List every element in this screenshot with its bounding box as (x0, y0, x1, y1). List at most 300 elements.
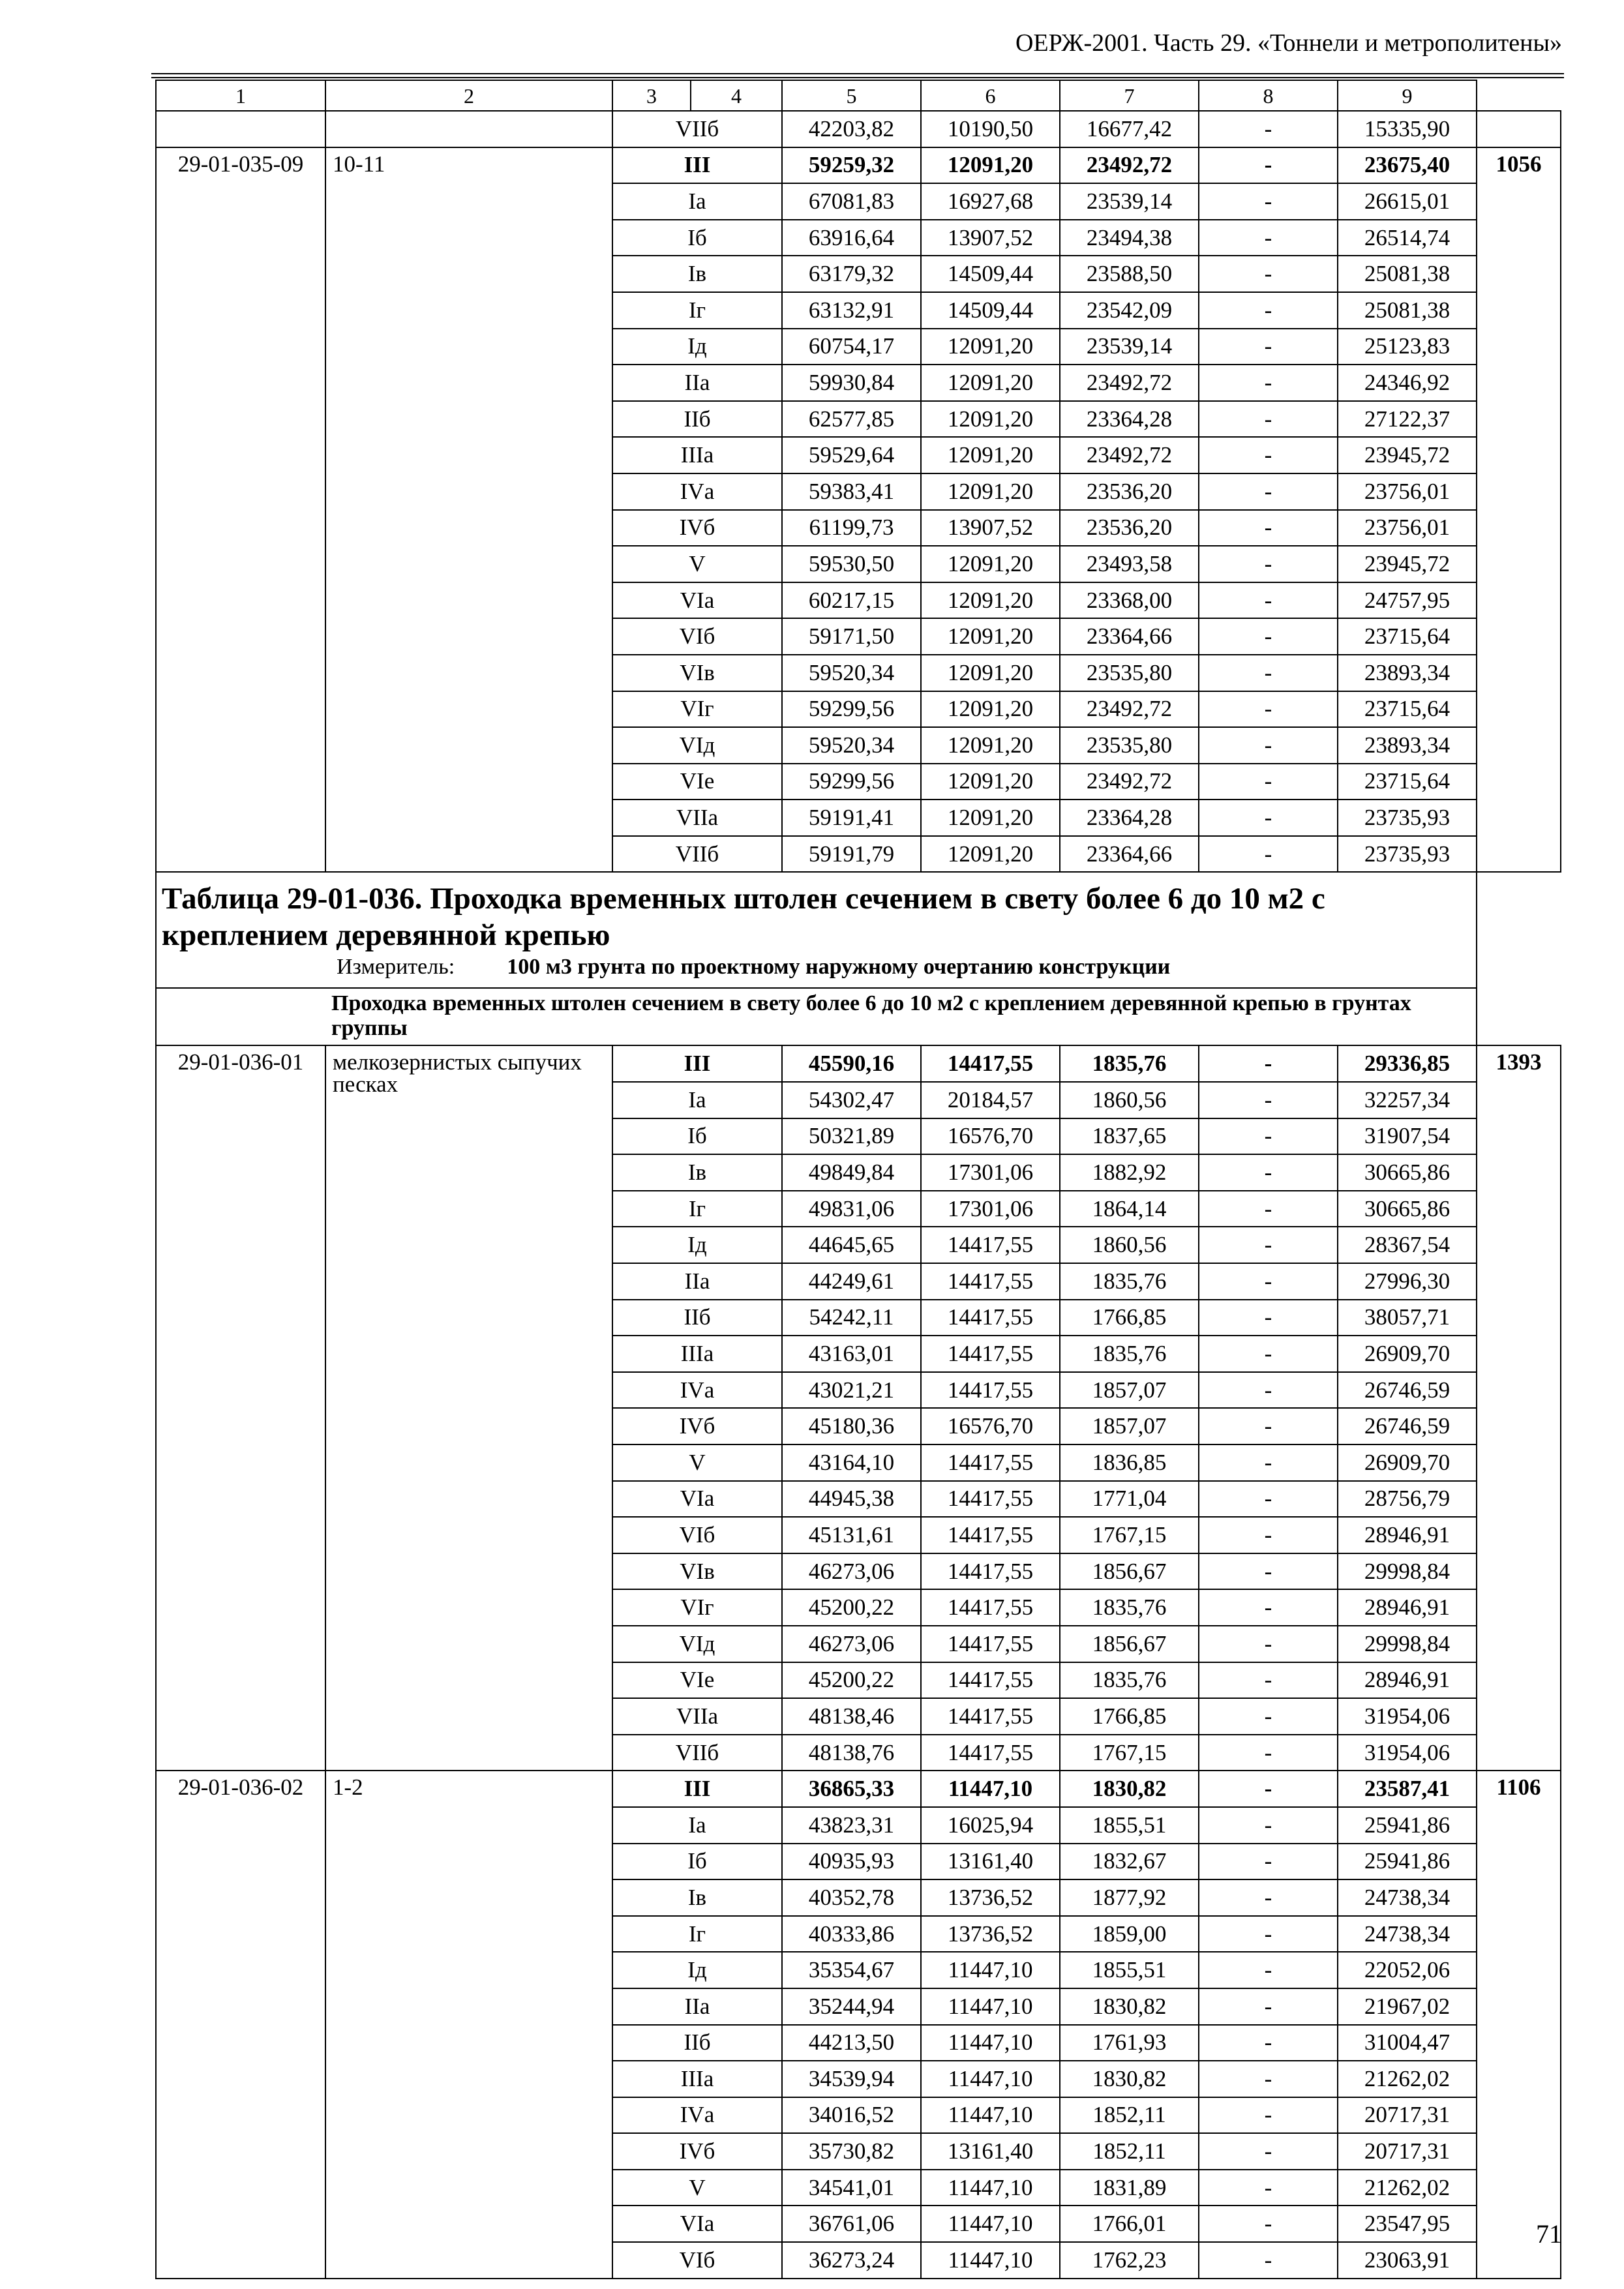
value-cell: 31954,06 (1338, 1698, 1477, 1735)
group-label-cell: Iг (612, 1191, 782, 1227)
value-cell: 1835,76 (1060, 1045, 1199, 1082)
value-cell: 23536,20 (1060, 510, 1199, 546)
value-cell: 25123,83 (1338, 329, 1477, 365)
group-label-cell: Iв (612, 1879, 782, 1916)
value-cell: 10190,50 (921, 111, 1060, 147)
value-cell: 59930,84 (782, 365, 921, 401)
group-label-cell: Iа (612, 1082, 782, 1118)
value-cell: 36273,24 (782, 2242, 921, 2279)
value-cell: 25941,86 (1338, 1844, 1477, 1880)
column-number: 7 (1060, 80, 1199, 111)
value-cell: 67081,83 (782, 183, 921, 220)
subheader: Проходка временных штолен сечением в свету более 6 до 10 м2 с креплением деревянной крепью в грунтах группы (156, 988, 1477, 1045)
value-cell: 45200,22 (782, 1662, 921, 1699)
value-cell: 49831,06 (782, 1191, 921, 1227)
column-number: 8 (1199, 80, 1338, 111)
value-cell: 23492,72 (1060, 365, 1199, 401)
value-cell: 26746,59 (1338, 1372, 1477, 1409)
group-label-cell: VIе (612, 764, 782, 800)
value-cell: 23492,72 (1060, 764, 1199, 800)
value-cell: 45131,61 (782, 1517, 921, 1553)
value-cell: 23675,40 (1338, 147, 1477, 184)
value-cell: - (1199, 1988, 1338, 2025)
value-cell: - (1199, 1372, 1338, 1409)
value-cell: 60754,17 (782, 329, 921, 365)
value-cell: 23493,58 (1060, 546, 1199, 582)
value-cell: - (1199, 1553, 1338, 1590)
value-cell: 30665,86 (1338, 1191, 1477, 1227)
value-cell: 40935,93 (782, 1844, 921, 1880)
value-cell: 23535,80 (1060, 727, 1199, 764)
value-cell: 26746,59 (1338, 1408, 1477, 1444)
value-cell: 14417,55 (921, 1263, 1060, 1300)
value-cell: - (1199, 836, 1338, 873)
value-cell: 1860,56 (1060, 1227, 1199, 1263)
group-label-cell: Iб (612, 1844, 782, 1880)
value-cell: 24738,34 (1338, 1916, 1477, 1952)
value-cell: 26514,74 (1338, 220, 1477, 256)
value-cell: 15335,90 (1338, 111, 1477, 147)
group-label-cell: III (612, 1045, 782, 1082)
value-cell: - (1199, 1118, 1338, 1155)
group-label-cell: Iд (612, 1952, 782, 1988)
value-cell: - (1199, 111, 1338, 147)
value-cell: 11447,10 (921, 1771, 1060, 1807)
value-cell: 23542,09 (1060, 292, 1199, 329)
meter-line (337, 953, 1471, 981)
value-cell: 43021,21 (782, 1372, 921, 1409)
value-cell: 35354,67 (782, 1952, 921, 1988)
value-cell: 50321,89 (782, 1118, 921, 1155)
value-cell: 59259,32 (782, 147, 921, 184)
value-cell: 1877,92 (1060, 1879, 1199, 1916)
value-cell: 14417,55 (921, 1444, 1060, 1481)
value-cell: 14417,55 (921, 1553, 1060, 1590)
group-label-cell: IIб (612, 1300, 782, 1336)
page-header: ОЕРЖ-2001. Часть 29. «Тоннели и метрополитены» (1015, 29, 1562, 57)
value-cell: 13736,52 (921, 1879, 1060, 1916)
rate-code: 29-01-036-02 (156, 1771, 325, 2278)
value-cell: 34016,52 (782, 2097, 921, 2134)
value-cell: 21262,02 (1338, 2170, 1477, 2206)
value-cell: 14417,55 (921, 1735, 1060, 1771)
value-cell: 23492,72 (1060, 147, 1199, 184)
rate-code: 29-01-035-09 (156, 147, 325, 873)
column-number: 6 (921, 80, 1060, 111)
value-cell: 42203,82 (782, 111, 921, 147)
value-cell: 31954,06 (1338, 1735, 1477, 1771)
value-cell: 36761,06 (782, 2206, 921, 2242)
value-cell: - (1199, 2170, 1338, 2206)
value-cell: - (1199, 546, 1338, 582)
value-cell: 25081,38 (1338, 292, 1477, 329)
value-cell: 31907,54 (1338, 1118, 1477, 1155)
value-cell: - (1199, 655, 1338, 691)
value-cell: 43163,01 (782, 1336, 921, 1372)
value-cell: 1836,85 (1060, 1444, 1199, 1481)
group-label-cell: V (612, 546, 782, 582)
value-cell: - (1199, 365, 1338, 401)
value-cell: 23364,28 (1060, 800, 1199, 836)
value-cell: 44213,50 (782, 2025, 921, 2061)
value-cell: 59191,41 (782, 800, 921, 836)
value-cell: - (1199, 1517, 1338, 1553)
group-label-cell: IVа (612, 2097, 782, 2134)
group-label-cell: Iа (612, 183, 782, 220)
value-cell: 29998,84 (1338, 1553, 1477, 1590)
value-cell: 23539,14 (1060, 183, 1199, 220)
value-cell: 28367,54 (1338, 1227, 1477, 1263)
value-cell: 14509,44 (921, 292, 1060, 329)
group-label-cell: IVб (612, 1408, 782, 1444)
value-cell: 11447,10 (921, 2025, 1060, 2061)
value-cell: 1852,11 (1060, 2097, 1199, 2134)
value-cell: 23893,34 (1338, 655, 1477, 691)
value-cell: 23539,14 (1060, 329, 1199, 365)
value-cell: 12091,20 (921, 764, 1060, 800)
value-cell: 49849,84 (782, 1154, 921, 1191)
value-cell: 12091,20 (921, 329, 1060, 365)
value-cell: 1766,01 (1060, 2206, 1199, 2242)
value-cell: 35244,94 (782, 1988, 921, 2025)
value-cell: 16576,70 (921, 1118, 1060, 1155)
value-cell: - (1199, 2025, 1338, 2061)
value-cell: 44249,61 (782, 1263, 921, 1300)
value-cell: 28946,91 (1338, 1517, 1477, 1553)
value-cell: - (1199, 401, 1338, 438)
value-cell: 12091,20 (921, 365, 1060, 401)
table-row (156, 147, 1561, 184)
value-cell: - (1199, 510, 1338, 546)
value-cell: 20717,31 (1338, 2097, 1477, 2134)
header-rule (151, 73, 1564, 74)
subheader-row (156, 988, 1561, 1045)
value-cell: 21262,02 (1338, 2061, 1477, 2097)
value-cell: 14417,55 (921, 1336, 1060, 1372)
value-cell: 12091,20 (921, 546, 1060, 582)
value-cell: - (1199, 1844, 1338, 1880)
value-cell: 59520,34 (782, 727, 921, 764)
value-cell: 1835,76 (1060, 1662, 1199, 1699)
value-cell: 32257,34 (1338, 1082, 1477, 1118)
group-label-cell: Iб (612, 1118, 782, 1155)
value-cell: 14417,55 (921, 1372, 1060, 1409)
value-cell: 38057,71 (1338, 1300, 1477, 1336)
table-row (156, 111, 1561, 147)
value-cell: 29998,84 (1338, 1626, 1477, 1662)
value-cell: 1831,89 (1060, 2170, 1199, 2206)
value-cell: 20717,31 (1338, 2133, 1477, 2170)
group-label-cell: V (612, 2170, 782, 2206)
value-cell: 26615,01 (1338, 183, 1477, 220)
value-cell: 23547,95 (1338, 2206, 1477, 2242)
value-cell: 1860,56 (1060, 1082, 1199, 1118)
rate-description: 10-11 (325, 147, 612, 873)
value-cell: 43164,10 (782, 1444, 921, 1481)
group-label-cell: IIIа (612, 437, 782, 473)
group-label-cell: Iд (612, 1227, 782, 1263)
value-cell: 59299,56 (782, 764, 921, 800)
col9-cell-empty (1477, 111, 1561, 147)
value-cell: 23492,72 (1060, 691, 1199, 728)
value-cell: 40333,86 (782, 1916, 921, 1952)
group-label-cell: VIб (612, 1517, 782, 1553)
value-cell: 1856,67 (1060, 1553, 1199, 1590)
group-label-cell: IVа (612, 473, 782, 510)
value-cell: - (1199, 1300, 1338, 1336)
value-cell: - (1199, 1879, 1338, 1916)
value-cell: 45590,16 (782, 1045, 921, 1082)
value-cell: 59520,34 (782, 655, 921, 691)
value-cell: 1852,11 (1060, 2133, 1199, 2170)
value-cell: 1857,07 (1060, 1408, 1199, 1444)
value-cell: 23893,34 (1338, 727, 1477, 764)
value-cell: 23715,64 (1338, 764, 1477, 800)
value-cell: 20184,57 (921, 1082, 1060, 1118)
value-cell: 14417,55 (921, 1698, 1060, 1735)
group-label-cell: IIIа (612, 1336, 782, 1372)
value-cell: 1835,76 (1060, 1336, 1199, 1372)
group-label-cell: VIд (612, 1626, 782, 1662)
value-cell: 23715,64 (1338, 618, 1477, 655)
value-cell: 63179,32 (782, 256, 921, 292)
value-cell: 11447,10 (921, 2097, 1060, 2134)
value-cell: 13907,52 (921, 220, 1060, 256)
value-cell: 23756,01 (1338, 473, 1477, 510)
value-cell: 23945,72 (1338, 437, 1477, 473)
value-cell: - (1199, 1082, 1338, 1118)
rate-description: мелкозернистых сыпучих песках (325, 1045, 612, 1771)
value-cell: 22052,06 (1338, 1952, 1477, 1988)
value-cell: 13161,40 (921, 1844, 1060, 1880)
group-label-cell: Iв (612, 256, 782, 292)
col9-value: 1106 (1477, 1771, 1561, 2278)
value-cell: 13907,52 (921, 510, 1060, 546)
value-cell: - (1199, 2097, 1338, 2134)
value-cell: - (1199, 1263, 1338, 1300)
value-cell: - (1199, 256, 1338, 292)
value-cell: 44945,38 (782, 1481, 921, 1518)
group-label-cell: VIг (612, 1589, 782, 1626)
value-cell: 26909,70 (1338, 1336, 1477, 1372)
value-cell: - (1199, 1662, 1338, 1699)
value-cell: 44645,65 (782, 1227, 921, 1263)
value-cell: - (1199, 618, 1338, 655)
value-cell: 1771,04 (1060, 1481, 1199, 1518)
value-cell: 23945,72 (1338, 546, 1477, 582)
value-cell: 25941,86 (1338, 1807, 1477, 1844)
value-cell: 23492,72 (1060, 437, 1199, 473)
col9-value: 1056 (1477, 147, 1561, 873)
value-cell: 34539,94 (782, 2061, 921, 2097)
value-cell: - (1199, 1444, 1338, 1481)
table-row (156, 1045, 1561, 1082)
value-cell: 34541,01 (782, 2170, 921, 2206)
rates-table (155, 80, 1561, 2279)
value-cell: 59529,64 (782, 437, 921, 473)
value-cell: 1761,93 (1060, 2025, 1199, 2061)
value-cell: 45200,22 (782, 1589, 921, 1626)
value-cell: 36865,33 (782, 1771, 921, 1807)
value-cell: 27996,30 (1338, 1263, 1477, 1300)
value-cell: 1766,85 (1060, 1698, 1199, 1735)
value-cell: 23364,66 (1060, 836, 1199, 873)
value-cell: - (1199, 691, 1338, 728)
meter-label: Измеритель: (337, 955, 455, 980)
group-label-cell: Iб (612, 220, 782, 256)
group-label-cell: V (612, 1444, 782, 1481)
group-label-cell: VIд (612, 727, 782, 764)
value-cell: 23364,66 (1060, 618, 1199, 655)
value-cell: - (1199, 1626, 1338, 1662)
value-cell: 23535,80 (1060, 655, 1199, 691)
value-cell: 1855,51 (1060, 1952, 1199, 1988)
value-cell: 12091,20 (921, 582, 1060, 619)
value-cell: 23063,91 (1338, 2242, 1477, 2279)
value-cell: - (1199, 2242, 1338, 2279)
value-cell: 23587,41 (1338, 1771, 1477, 1807)
group-label-cell: VIг (612, 691, 782, 728)
code-cell-empty (156, 111, 325, 147)
value-cell: 1856,67 (1060, 1626, 1199, 1662)
value-cell: 24738,34 (1338, 1879, 1477, 1916)
group-label-cell: IVа (612, 1372, 782, 1409)
group-label-cell: VIб (612, 2242, 782, 2279)
value-cell: 12091,20 (921, 836, 1060, 873)
group-label-cell: IIа (612, 1988, 782, 2025)
group-label-cell: IIIа (612, 2061, 782, 2097)
value-cell: 16677,42 (1060, 111, 1199, 147)
value-cell: 1830,82 (1060, 2061, 1199, 2097)
value-cell: - (1199, 1336, 1338, 1372)
value-cell: 60217,15 (782, 582, 921, 619)
value-cell: - (1199, 292, 1338, 329)
value-cell: 11447,10 (921, 1952, 1060, 1988)
value-cell: 59171,50 (782, 618, 921, 655)
group-label-cell: VIб (612, 618, 782, 655)
group-label-cell: Iг (612, 292, 782, 329)
value-cell: 13161,40 (921, 2133, 1060, 2170)
value-cell: - (1199, 2061, 1338, 2097)
value-cell: 48138,76 (782, 1735, 921, 1771)
value-cell: 14509,44 (921, 256, 1060, 292)
value-cell: - (1199, 582, 1338, 619)
value-cell: - (1199, 1045, 1338, 1082)
group-label-cell: IVб (612, 510, 782, 546)
value-cell: 1766,85 (1060, 1300, 1199, 1336)
value-cell: 14417,55 (921, 1626, 1060, 1662)
value-cell: 1830,82 (1060, 1771, 1199, 1807)
group-label-cell: Iа (612, 1807, 782, 1844)
value-cell: 16025,94 (921, 1807, 1060, 1844)
value-cell: 48138,46 (782, 1698, 921, 1735)
value-cell: 59530,50 (782, 546, 921, 582)
value-cell: 1857,07 (1060, 1372, 1199, 1409)
column-numbers-row (156, 80, 1561, 111)
value-cell: 23588,50 (1060, 256, 1199, 292)
group-label-cell: IVб (612, 2133, 782, 2170)
group-label-cell: Iг (612, 1916, 782, 1952)
value-cell: 1882,92 (1060, 1154, 1199, 1191)
value-cell: 1767,15 (1060, 1517, 1199, 1553)
value-cell: 12091,20 (921, 401, 1060, 438)
value-cell: 1859,00 (1060, 1916, 1199, 1952)
value-cell: - (1199, 437, 1338, 473)
group-label-cell: III (612, 147, 782, 184)
value-cell: 35730,82 (782, 2133, 921, 2170)
value-cell: 24346,92 (1338, 365, 1477, 401)
value-cell: - (1199, 473, 1338, 510)
value-cell: 27122,37 (1338, 401, 1477, 438)
group-label-cell: VIIб (612, 1735, 782, 1771)
group-label-cell: Iд (612, 329, 782, 365)
table-title-row (156, 872, 1561, 988)
value-cell: - (1199, 1227, 1338, 1263)
value-cell: - (1199, 1481, 1338, 1518)
group-label-cell: IIа (612, 1263, 782, 1300)
value-cell: 1830,82 (1060, 1988, 1199, 2025)
value-cell: 12091,20 (921, 691, 1060, 728)
value-cell: 1835,76 (1060, 1263, 1199, 1300)
value-cell: 43823,31 (782, 1807, 921, 1844)
value-cell: 14417,55 (921, 1589, 1060, 1626)
value-cell: - (1199, 1807, 1338, 1844)
group-label-cell: IIб (612, 2025, 782, 2061)
value-cell: - (1199, 1408, 1338, 1444)
value-cell: 14417,55 (921, 1227, 1060, 1263)
value-cell: - (1199, 1191, 1338, 1227)
value-cell: 45180,36 (782, 1408, 921, 1444)
group-label-cell: VIа (612, 1481, 782, 1518)
value-cell: 54242,11 (782, 1300, 921, 1336)
col9-value: 1393 (1477, 1045, 1561, 1771)
value-cell: 14417,55 (921, 1045, 1060, 1082)
table-row (156, 1771, 1561, 1807)
header-rule-second (151, 77, 1564, 78)
group-label-cell: VIIб (612, 836, 782, 873)
value-cell: 62577,85 (782, 401, 921, 438)
value-cell: 1864,14 (1060, 1191, 1199, 1227)
value-cell: 46273,06 (782, 1553, 921, 1590)
value-cell: 23368,00 (1060, 582, 1199, 619)
value-cell: 28946,91 (1338, 1662, 1477, 1699)
value-cell: - (1199, 1771, 1338, 1807)
value-cell: 1835,76 (1060, 1589, 1199, 1626)
value-cell: 46273,06 (782, 1626, 921, 1662)
value-cell: 1837,65 (1060, 1118, 1199, 1155)
value-cell: 26909,70 (1338, 1444, 1477, 1481)
value-cell: 23715,64 (1338, 691, 1477, 728)
value-cell: 11447,10 (921, 2061, 1060, 2097)
group-label-cell: III (612, 1771, 782, 1807)
value-cell: 59299,56 (782, 691, 921, 728)
value-cell: - (1199, 727, 1338, 764)
value-cell: 12091,20 (921, 618, 1060, 655)
value-cell: 59383,41 (782, 473, 921, 510)
value-cell: 24757,95 (1338, 582, 1477, 619)
column-number: 2 (325, 80, 612, 111)
value-cell: 11447,10 (921, 2206, 1060, 2242)
group-label-cell: VIе (612, 1662, 782, 1699)
value-cell: 17301,06 (921, 1191, 1060, 1227)
value-cell: 28756,79 (1338, 1481, 1477, 1518)
value-cell: - (1199, 2206, 1338, 2242)
column-number: 3 (612, 80, 691, 111)
value-cell: - (1199, 1916, 1338, 1952)
value-cell: 23364,28 (1060, 401, 1199, 438)
value-cell: - (1199, 2133, 1338, 2170)
value-cell: 23735,93 (1338, 800, 1477, 836)
